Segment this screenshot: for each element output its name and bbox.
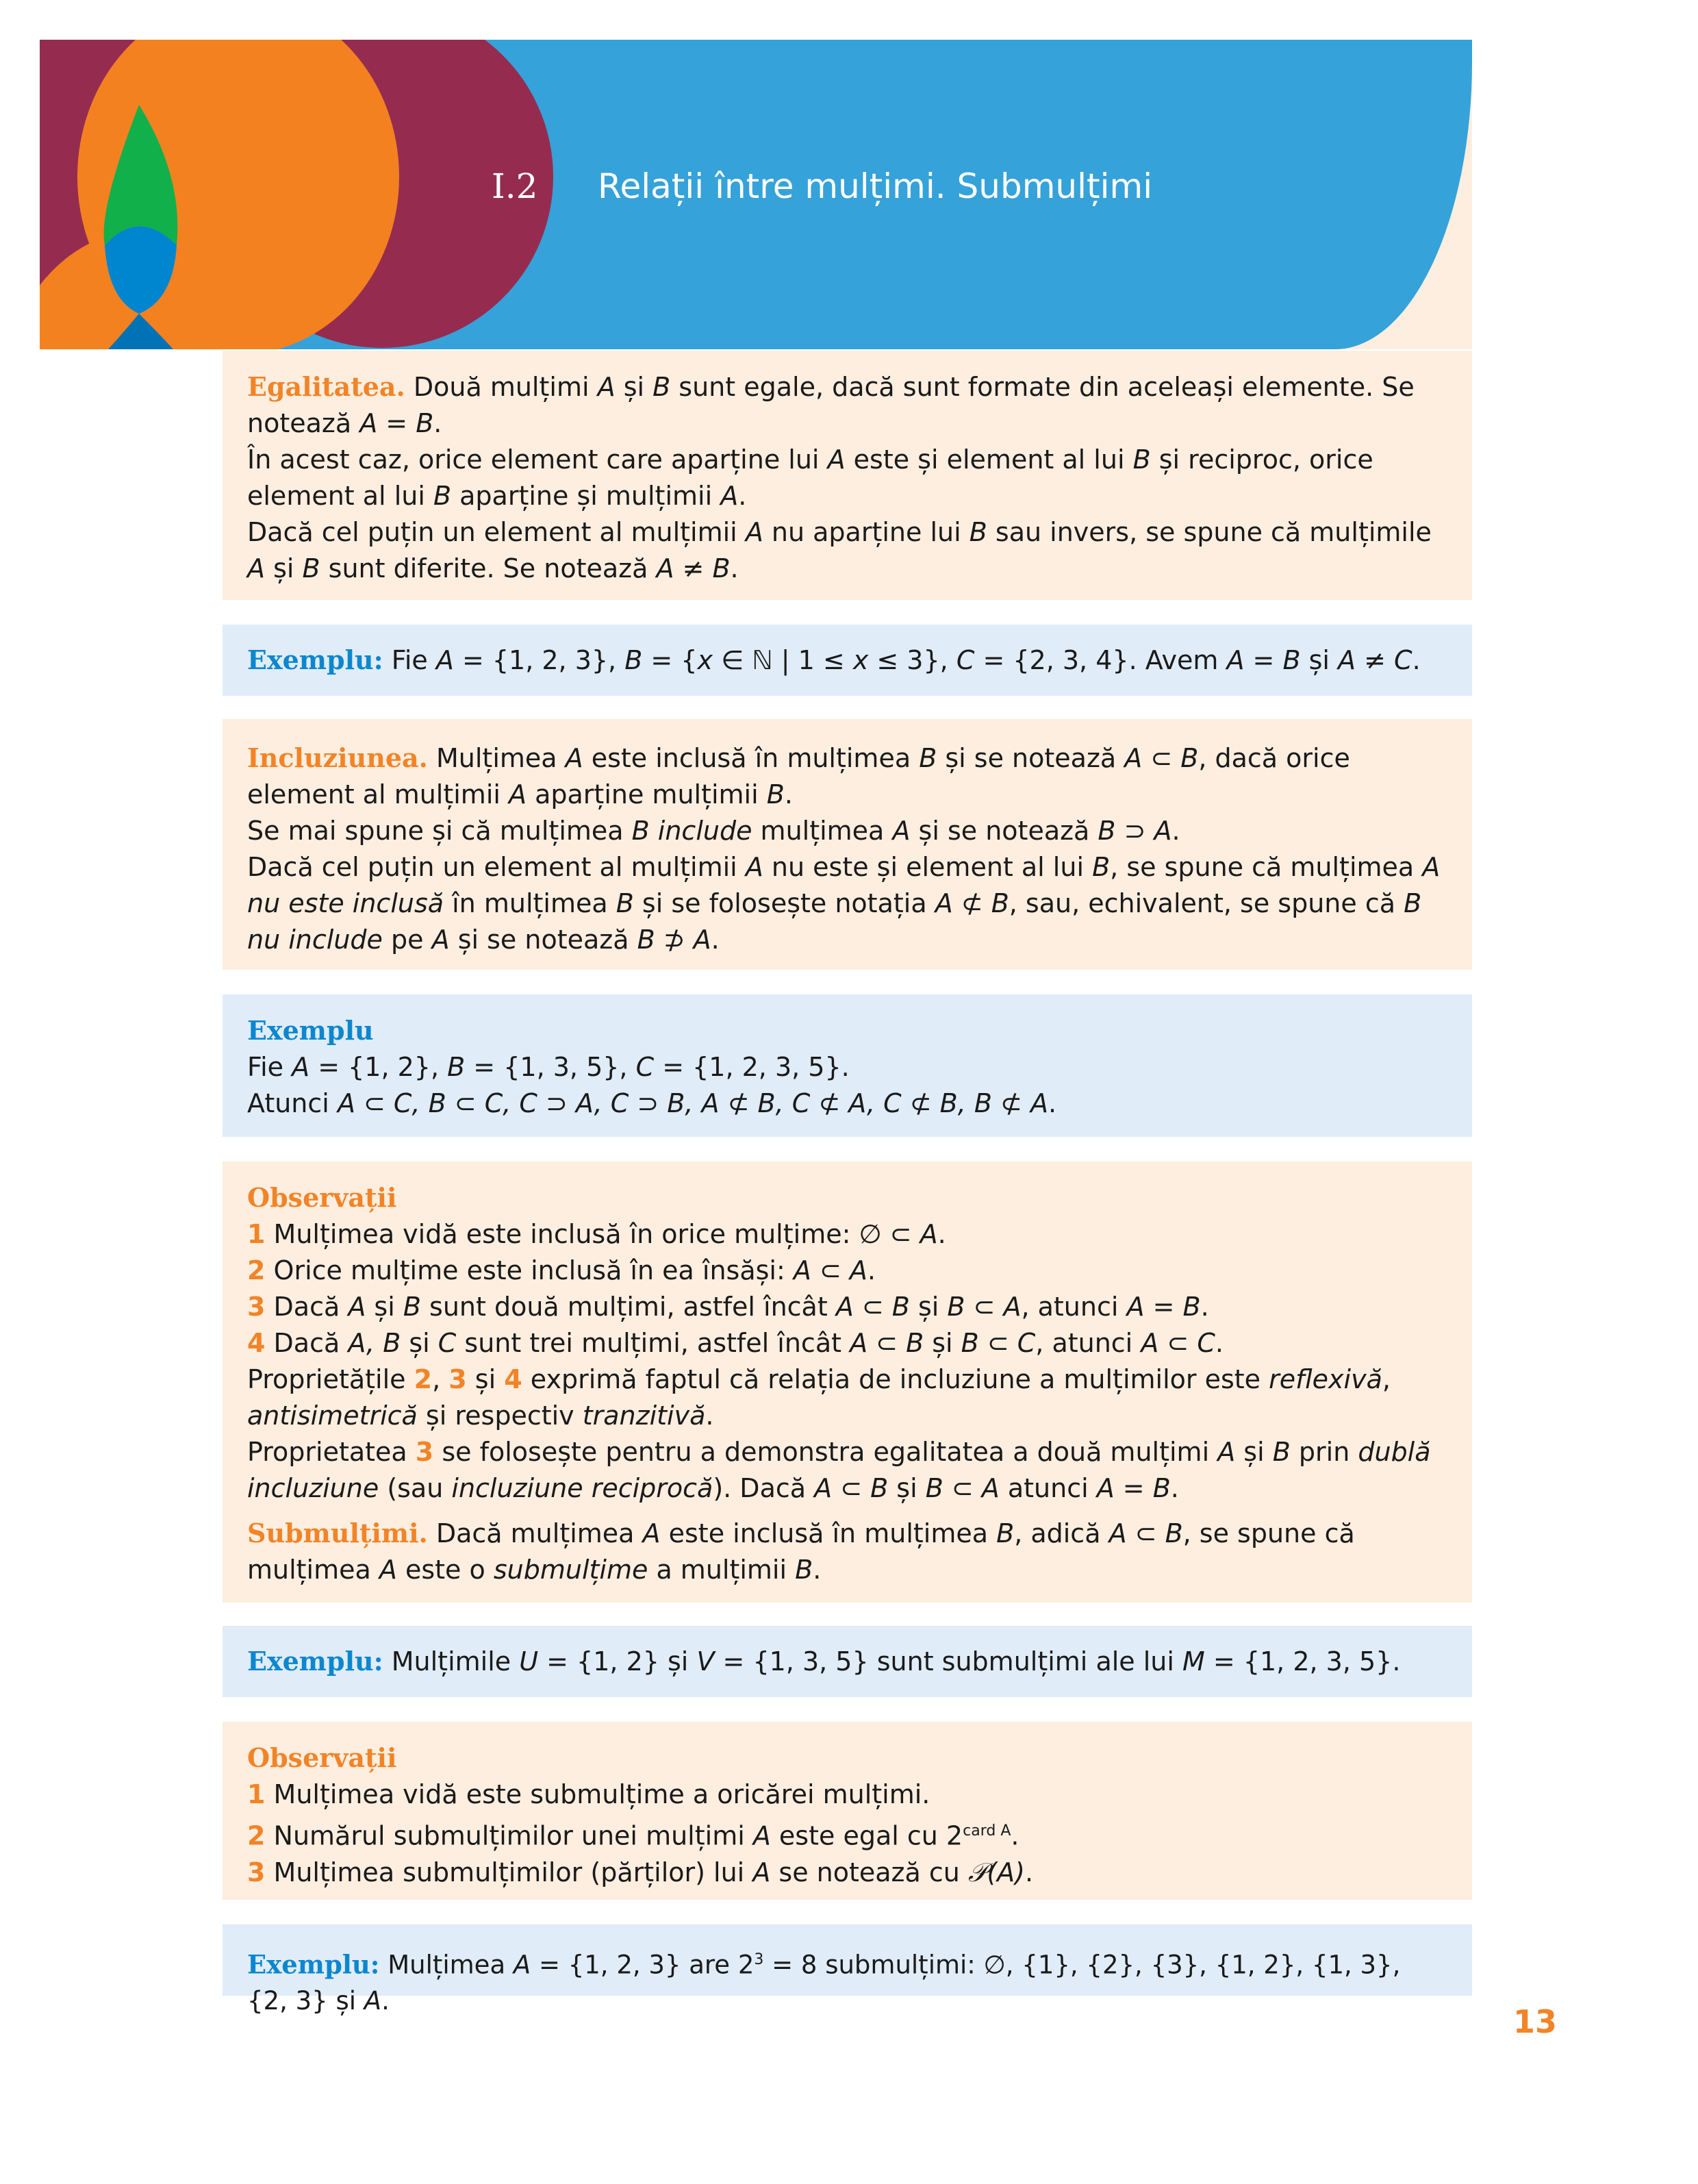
text-run: ≤ 3}, xyxy=(868,645,956,675)
italic-run: B xyxy=(652,372,671,402)
paragraph xyxy=(247,849,1447,958)
text-run: pe xyxy=(382,925,432,955)
italic-run: A xyxy=(431,925,450,955)
italic-run: B ⊂ C xyxy=(961,1328,1036,1358)
paragraph xyxy=(247,642,1447,679)
italic-run: U xyxy=(519,1646,539,1677)
italic-run: B xyxy=(766,779,785,809)
italic-run: dublă incluziune xyxy=(247,1437,1431,1503)
paragraph xyxy=(247,1942,1447,2019)
italic-run: A = B xyxy=(1126,1292,1201,1322)
italic-run: antisimetrică xyxy=(247,1401,418,1431)
italic-run: A xyxy=(920,1219,938,1249)
italic-run: A xyxy=(292,1052,310,1082)
text-run: sunt egale, dacă sunt formate din aceleași elemente. Se notează xyxy=(247,372,1415,438)
text-run: = { xyxy=(642,645,698,675)
item-number: 4 xyxy=(504,1364,522,1394)
italic-run: x xyxy=(697,645,713,675)
text-run: . xyxy=(813,1555,822,1585)
text-run: = {1, 2, 3, 5}. xyxy=(654,1052,850,1082)
text-run: Dacă xyxy=(265,1292,349,1322)
text-run: Mulțimea vidă este submulțime a oricărei mulțimi. xyxy=(265,1779,930,1809)
text-run: și se notează xyxy=(910,816,1098,846)
text-run: Dacă cel puțin un element al mulțimii xyxy=(247,517,746,547)
text-run: și xyxy=(924,1328,961,1358)
text-run: și reciproc, orice element al lui xyxy=(247,444,1373,511)
italic-run: A ≠ B xyxy=(656,553,731,583)
italic-run: B xyxy=(447,1052,466,1082)
text-run: Fie xyxy=(383,645,436,675)
text-run: este inclusă în mulțimea xyxy=(660,1518,997,1548)
italic-run: A ⊄ B xyxy=(935,888,1009,918)
text-run: este egal cu 2 xyxy=(770,1820,963,1851)
text-run: și xyxy=(466,1364,505,1394)
example-2 xyxy=(223,994,1472,1137)
italic-run: B xyxy=(1132,444,1151,475)
italic-run: A ⊂ B xyxy=(1124,743,1199,773)
header-banner xyxy=(40,40,1472,349)
text-run: se folosește pentru a demonstra egalitatea a două mulțimi xyxy=(433,1437,1218,1467)
superscript: 3 xyxy=(754,1951,764,1968)
text-run: și se notează xyxy=(937,743,1125,773)
text-run: . xyxy=(1024,1857,1034,1887)
observations-1 xyxy=(223,1162,1472,1603)
italic-run: B xyxy=(403,1292,421,1322)
italic-run: tranzitivă xyxy=(582,1401,706,1431)
paragraph xyxy=(247,1085,1447,1122)
italic-run: A xyxy=(720,481,739,511)
text-run: . xyxy=(1011,1820,1019,1851)
definition-incluziunea xyxy=(223,719,1472,970)
text-run: Dacă xyxy=(265,1328,349,1358)
italic-run: A xyxy=(247,553,265,583)
text-run: , adică xyxy=(1014,1518,1109,1548)
text-run: = {1, 2, 3, 5}. xyxy=(1204,1646,1401,1677)
text-run: Mulțimea xyxy=(379,1950,514,1980)
italic-run: B xyxy=(302,553,320,583)
italic-run: B nu include xyxy=(247,888,1422,955)
italic-run: A xyxy=(892,816,911,846)
text-run: exprimă faptul că relația de incluziune a mulțimilor este xyxy=(522,1364,1269,1394)
text-run: și respectiv xyxy=(417,1401,583,1431)
italic-run: A xyxy=(1217,1437,1236,1467)
italic-run: 𝒫(A) xyxy=(967,1857,1025,1887)
example-3 xyxy=(223,1626,1472,1697)
definition-egalitatea xyxy=(223,351,1472,600)
text-run: ). Dacă xyxy=(713,1473,815,1503)
italic-run: B xyxy=(795,1555,813,1585)
item-number: 3 xyxy=(247,1857,266,1887)
text-run: aparține și mulțimii xyxy=(451,481,721,511)
text-run: , xyxy=(1382,1364,1391,1394)
italic-run: M xyxy=(1182,1646,1205,1677)
italic-run: B xyxy=(433,481,452,511)
text-run: . xyxy=(1171,816,1180,846)
italic-run: A xyxy=(513,1950,531,1980)
text-run: Atunci xyxy=(247,1088,338,1118)
text-run: Mulțimea submulțimilor (părților) lui xyxy=(265,1857,753,1887)
italic-run: B ⊃ A xyxy=(1098,816,1172,846)
italic-run: A ⊂ B xyxy=(814,1473,889,1503)
item-number: 3 xyxy=(415,1437,434,1467)
example-heading: Exemplu xyxy=(247,1015,374,1046)
text-run: nu este și element al lui xyxy=(763,852,1093,882)
text-run: și xyxy=(1235,1437,1273,1467)
text-run: Mulțimea xyxy=(427,743,566,773)
item-number: 1 xyxy=(247,1779,266,1809)
text-run: și xyxy=(615,372,653,402)
text-run: , xyxy=(432,1364,449,1394)
text-run: și se notează xyxy=(449,925,637,955)
chapter-title: Relații între mulțimi. Submulțimi xyxy=(598,166,1153,206)
italic-run: B ⊂ A xyxy=(925,1473,1000,1503)
italic-run: A, B xyxy=(348,1328,401,1358)
italic-run: A nu este inclusă xyxy=(247,852,1441,918)
text-run: = {1, 3, 5}, xyxy=(465,1052,636,1082)
text-run: În acest caz, orice element care aparține lui xyxy=(247,444,828,475)
italic-run: C xyxy=(635,1052,655,1082)
observations-heading: Observații xyxy=(247,1742,397,1773)
italic-run: B xyxy=(996,1518,1015,1548)
italic-run: B ⊂ A xyxy=(947,1292,1022,1322)
example-4 xyxy=(223,1924,1472,2016)
text-run: Două mulțimi xyxy=(405,372,598,402)
text-run: mulțimea xyxy=(752,816,893,846)
text-run: . xyxy=(1412,645,1421,675)
text-run: , atunci xyxy=(1035,1328,1141,1358)
text-run: . xyxy=(784,779,793,809)
italic-run: A xyxy=(565,743,583,773)
text-run: și xyxy=(401,1328,438,1358)
italic-run: A xyxy=(435,645,454,675)
italic-run: A ≠ C xyxy=(1338,645,1412,675)
text-run: Orice mulțime este inclusă în ea însăși: xyxy=(265,1255,794,1285)
paragraph xyxy=(247,813,1447,849)
paragraph xyxy=(247,1325,1447,1361)
italic-run: V xyxy=(696,1646,715,1677)
paragraph xyxy=(247,740,1447,813)
italic-run: A xyxy=(597,372,616,402)
italic-run: A ⊂ B xyxy=(850,1328,924,1358)
text-run: . xyxy=(738,481,747,511)
text-run: este și element al lui xyxy=(845,444,1133,475)
italic-run: B xyxy=(969,517,987,547)
chapter-header xyxy=(40,40,1472,349)
italic-run: incluziune reciprocă xyxy=(451,1473,713,1503)
text-run: Proprietățile xyxy=(247,1364,414,1394)
text-run: atunci xyxy=(999,1473,1097,1503)
text-run: ∈ ℕ | 1 ≤ xyxy=(712,645,853,675)
paragraph xyxy=(247,1289,1447,1325)
italic-run: reflexivă xyxy=(1269,1364,1382,1394)
italic-run: A xyxy=(745,517,763,547)
section-heading: Incluziunea. xyxy=(247,742,428,773)
text-run: Mulțimile xyxy=(383,1646,520,1677)
text-run: . xyxy=(433,408,442,438)
text-run: și se folosește notația xyxy=(633,888,935,918)
italic-run: A ⊂ C xyxy=(1141,1328,1215,1358)
italic-run: C xyxy=(438,1328,457,1358)
italic-run: B xyxy=(624,645,643,675)
text-run: = {2, 3, 4}. Avem xyxy=(974,645,1227,675)
paragraph xyxy=(247,1216,1447,1253)
italic-run: A xyxy=(745,852,763,882)
text-run: nu aparține lui xyxy=(763,517,970,547)
text-run: = {1, 3, 5} sunt submulțimi ale lui xyxy=(714,1646,1183,1677)
text-run: se notează cu xyxy=(770,1857,968,1887)
section-heading: Submulțimi. xyxy=(247,1518,428,1548)
observations-2 xyxy=(223,1722,1472,1900)
text-run: . xyxy=(381,1986,390,2016)
text-run: , dacă orice element al mulțimii xyxy=(247,743,1350,809)
text-run: sunt două mulțimi, astfel încât xyxy=(420,1292,836,1322)
text-run: . xyxy=(1170,1473,1179,1503)
example-1 xyxy=(223,625,1472,696)
italic-run: A xyxy=(348,1292,366,1322)
text-run: . xyxy=(705,1401,714,1431)
text-run: , se spune că mulțimea xyxy=(1110,852,1423,882)
text-run: este inclusă în mulțimea xyxy=(583,743,920,773)
paragraph xyxy=(247,1049,1447,1085)
paragraph xyxy=(247,1643,1447,1680)
item-number: 3 xyxy=(448,1364,467,1394)
text-run: , se spune că mulțimea xyxy=(247,1518,1355,1585)
text-run: , sau, echivalent, se spune că xyxy=(1009,888,1404,918)
text-run: este o xyxy=(396,1555,494,1585)
text-run: = {1, 2, 3}, xyxy=(453,645,625,675)
text-run: și xyxy=(909,1292,948,1322)
section-heading: Egalitatea. xyxy=(247,371,405,402)
paragraph xyxy=(247,1361,1447,1434)
text-run: și xyxy=(1300,645,1339,675)
italic-run: A ⊂ B xyxy=(1108,1518,1183,1548)
paragraph xyxy=(247,514,1447,587)
italic-run: C xyxy=(956,645,975,675)
paragraph xyxy=(247,442,1447,514)
italic-run: A xyxy=(642,1518,661,1548)
text-run: . xyxy=(1215,1328,1224,1358)
italic-run: A xyxy=(509,779,527,809)
item-number: 2 xyxy=(247,1255,266,1285)
paragraph xyxy=(247,1515,1447,1588)
section-heading: Exemplu: xyxy=(247,1949,380,1980)
text-run: și xyxy=(265,553,303,583)
paragraph xyxy=(247,1434,1447,1507)
italic-run: A = B xyxy=(1226,645,1301,675)
text-run: . xyxy=(730,553,739,583)
paragraph xyxy=(247,1253,1447,1289)
italic-run: A = B xyxy=(1096,1473,1171,1503)
text-run: = 8 submulțimi: ∅, {1}, {2}, {3}, {1, 2}, {1, 3}, {2, 3} și xyxy=(247,1950,1401,2016)
paragraph xyxy=(247,1813,1447,1855)
text-run: . xyxy=(937,1219,946,1249)
text-run: Fie xyxy=(247,1052,292,1082)
text-run: Mulțimea vidă este inclusă în orice mulțime: ∅ ⊂ xyxy=(265,1219,920,1249)
chapter-number: I.2 xyxy=(492,166,538,206)
paragraph xyxy=(247,368,1447,442)
italic-run: A xyxy=(752,1857,771,1887)
text-run: . xyxy=(1200,1292,1209,1322)
section-heading: Exemplu: xyxy=(247,1646,383,1677)
italic-run: A xyxy=(379,1555,397,1585)
italic-run: B xyxy=(919,743,937,773)
text-run: aparține mulțimii xyxy=(527,779,767,809)
italic-run: x xyxy=(852,645,869,675)
italic-run: B xyxy=(616,888,634,918)
text-run: Dacă mulțimea xyxy=(427,1518,643,1548)
italic-run: A ⊂ B xyxy=(835,1292,910,1322)
text-run: sunt trei mulțimi, astfel încât xyxy=(456,1328,850,1358)
page-number: 13 xyxy=(1513,2003,1558,2040)
item-number: 4 xyxy=(247,1328,266,1358)
italic-run: B ⊅ A xyxy=(637,925,711,955)
italic-run: A ⊂ C, B ⊂ C, C ⊃ A, C ⊃ B, A ⊄ B, C ⊄ A, C ⊄ B, B ⊄ A xyxy=(337,1088,1048,1118)
text-run: sunt diferite. Se notează xyxy=(320,553,657,583)
text-run: în mulțimea xyxy=(444,888,616,918)
text-run: a mulțimii xyxy=(648,1555,796,1585)
superscript: card A xyxy=(963,1822,1011,1840)
text-run: , atunci xyxy=(1021,1292,1127,1322)
paragraph xyxy=(247,1855,1447,1891)
text-run: prin xyxy=(1290,1437,1358,1467)
text-run: . xyxy=(711,925,720,955)
italic-run: B xyxy=(1092,852,1111,882)
item-number: 3 xyxy=(247,1292,266,1322)
text-run: și xyxy=(366,1292,403,1322)
paragraph xyxy=(247,1777,1447,1813)
text-run: . xyxy=(1048,1088,1057,1118)
text-run: Numărul submulțimilor unei mulțimi xyxy=(265,1820,753,1851)
observations-heading: Observații xyxy=(247,1182,397,1213)
text-run: Proprietatea xyxy=(247,1437,416,1467)
item-number: 2 xyxy=(247,1820,266,1851)
text-run: . xyxy=(867,1255,876,1285)
item-number: 1 xyxy=(247,1219,266,1249)
text-run: = {1, 2, 3} are 2 xyxy=(531,1950,755,1980)
italic-run: A xyxy=(827,444,846,475)
text-run: și xyxy=(888,1473,926,1503)
italic-run: A xyxy=(364,1986,382,2016)
item-number: 2 xyxy=(414,1364,433,1394)
italic-run: A = B xyxy=(359,408,434,438)
italic-run: A xyxy=(752,1820,771,1851)
text-run: Se mai spune și că mulțimea xyxy=(247,816,632,846)
text-run: sau invers, se spune că mulțimile xyxy=(987,517,1432,547)
text-run: (sau xyxy=(379,1473,452,1503)
text-run: Dacă cel puțin un element al mulțimii xyxy=(247,852,746,882)
section-heading: Exemplu: xyxy=(247,644,383,675)
italic-run: A ⊂ A xyxy=(793,1255,867,1285)
italic-run: submulțime xyxy=(493,1555,648,1585)
italic-run: B include xyxy=(631,816,752,846)
text-run: = {1, 2} și xyxy=(538,1646,697,1677)
text-run: = {1, 2}, xyxy=(309,1052,448,1082)
italic-run: B xyxy=(1272,1437,1291,1467)
